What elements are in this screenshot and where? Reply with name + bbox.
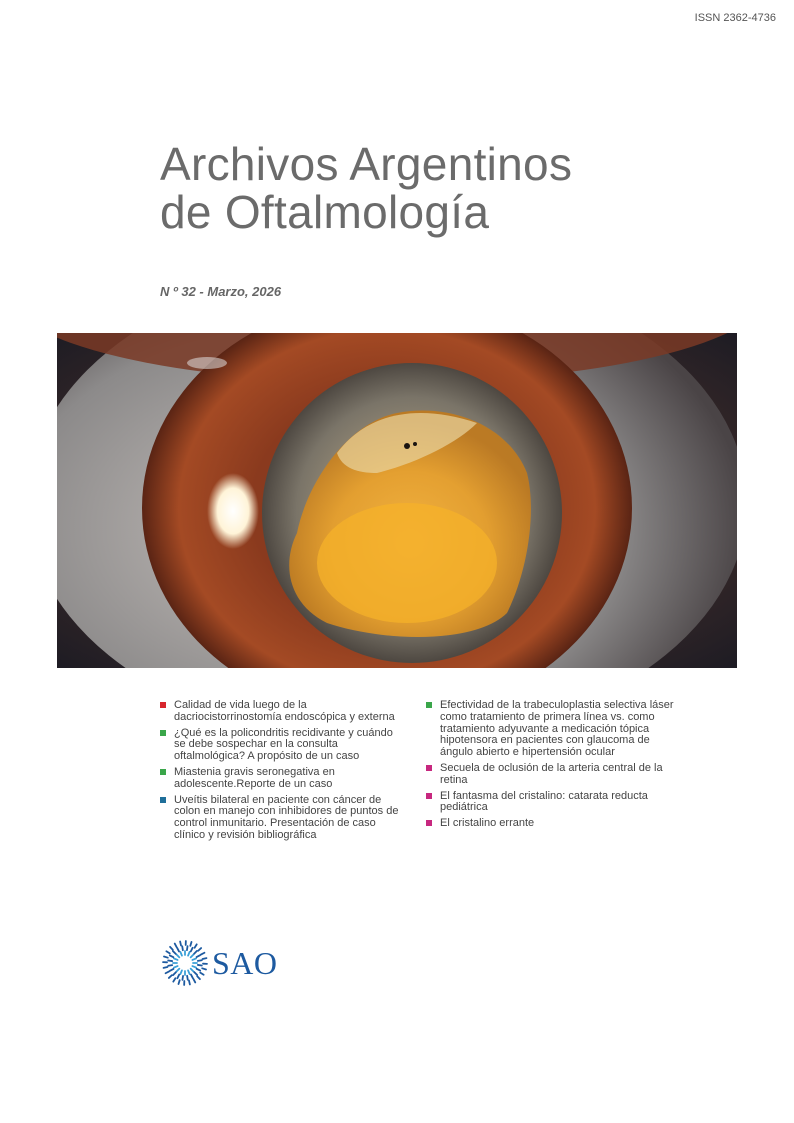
- bullet-icon: [426, 765, 432, 771]
- bullet-icon: [160, 730, 166, 736]
- toc-item[interactable]: [160, 795, 405, 842]
- toc-item-text: El cristalino errante: [440, 817, 535, 830]
- sao-logo[interactable]: [162, 940, 278, 986]
- toc-item-text: Efectividad de la trabeculoplastia selectiva láser como tratamiento de primera línea vs. como tratamiento adyuvante a medicación tópica hipotensora en pacientes con glaucoma de ángulo abierto e hipertensión ocular: [440, 699, 674, 759]
- sunburst-logo-icon: [162, 940, 208, 986]
- toc-item[interactable]: [426, 700, 676, 759]
- toc-item-text: Miastenia gravis seronegativa en adolescente.Reporte de un caso: [174, 765, 335, 790]
- bullet-icon: [426, 793, 432, 799]
- bullet-icon: [426, 702, 432, 708]
- logo-text: SAO: [212, 944, 278, 981]
- toc-item-text: Calidad de vida luego de la dacriocistorrinostomía endoscópica y externa: [174, 699, 395, 723]
- toc-item[interactable]: [160, 700, 405, 724]
- issn-label: ISSN 2362-4736: [694, 12, 776, 24]
- journal-title-line2: de Oftalmología: [160, 186, 490, 238]
- issue-label: N º 32 - Marzo, 2026: [160, 284, 282, 299]
- toc-item[interactable]: [160, 767, 405, 791]
- toc-item[interactable]: [426, 763, 676, 787]
- bullet-icon: [426, 820, 432, 826]
- bullet-icon: [160, 797, 166, 803]
- toc-item[interactable]: [426, 791, 676, 815]
- journal-title: [160, 140, 572, 236]
- cover-photo: [57, 333, 737, 668]
- toc-item-text: Uveítis bilateral en paciente con cáncer de colon en manejo con inhibidores de puntos de control inmunitario. Presentación de caso clínico y revisión bibliográfica: [174, 793, 399, 841]
- journal-title-line1: Archivos Argentinos: [160, 138, 573, 190]
- bullet-icon: [160, 702, 166, 708]
- toc-item-text: ¿Qué es la policondritis recidivante y cuándo se debe sospechar en la consulta oftalmológica? A propósito de un caso: [174, 726, 393, 763]
- toc-item[interactable]: [426, 818, 676, 830]
- toc-right-column: [426, 700, 676, 834]
- eye-photo-illustration: [57, 333, 737, 668]
- toc-item-text: Secuela de oclusión de la arteria central de la retina: [440, 761, 663, 786]
- toc-item-text: El fantasma del cristalino: catarata reducta pediátrica: [440, 789, 648, 814]
- bullet-icon: [160, 769, 166, 775]
- toc-item[interactable]: [160, 728, 405, 763]
- toc-left-column: [160, 700, 405, 846]
